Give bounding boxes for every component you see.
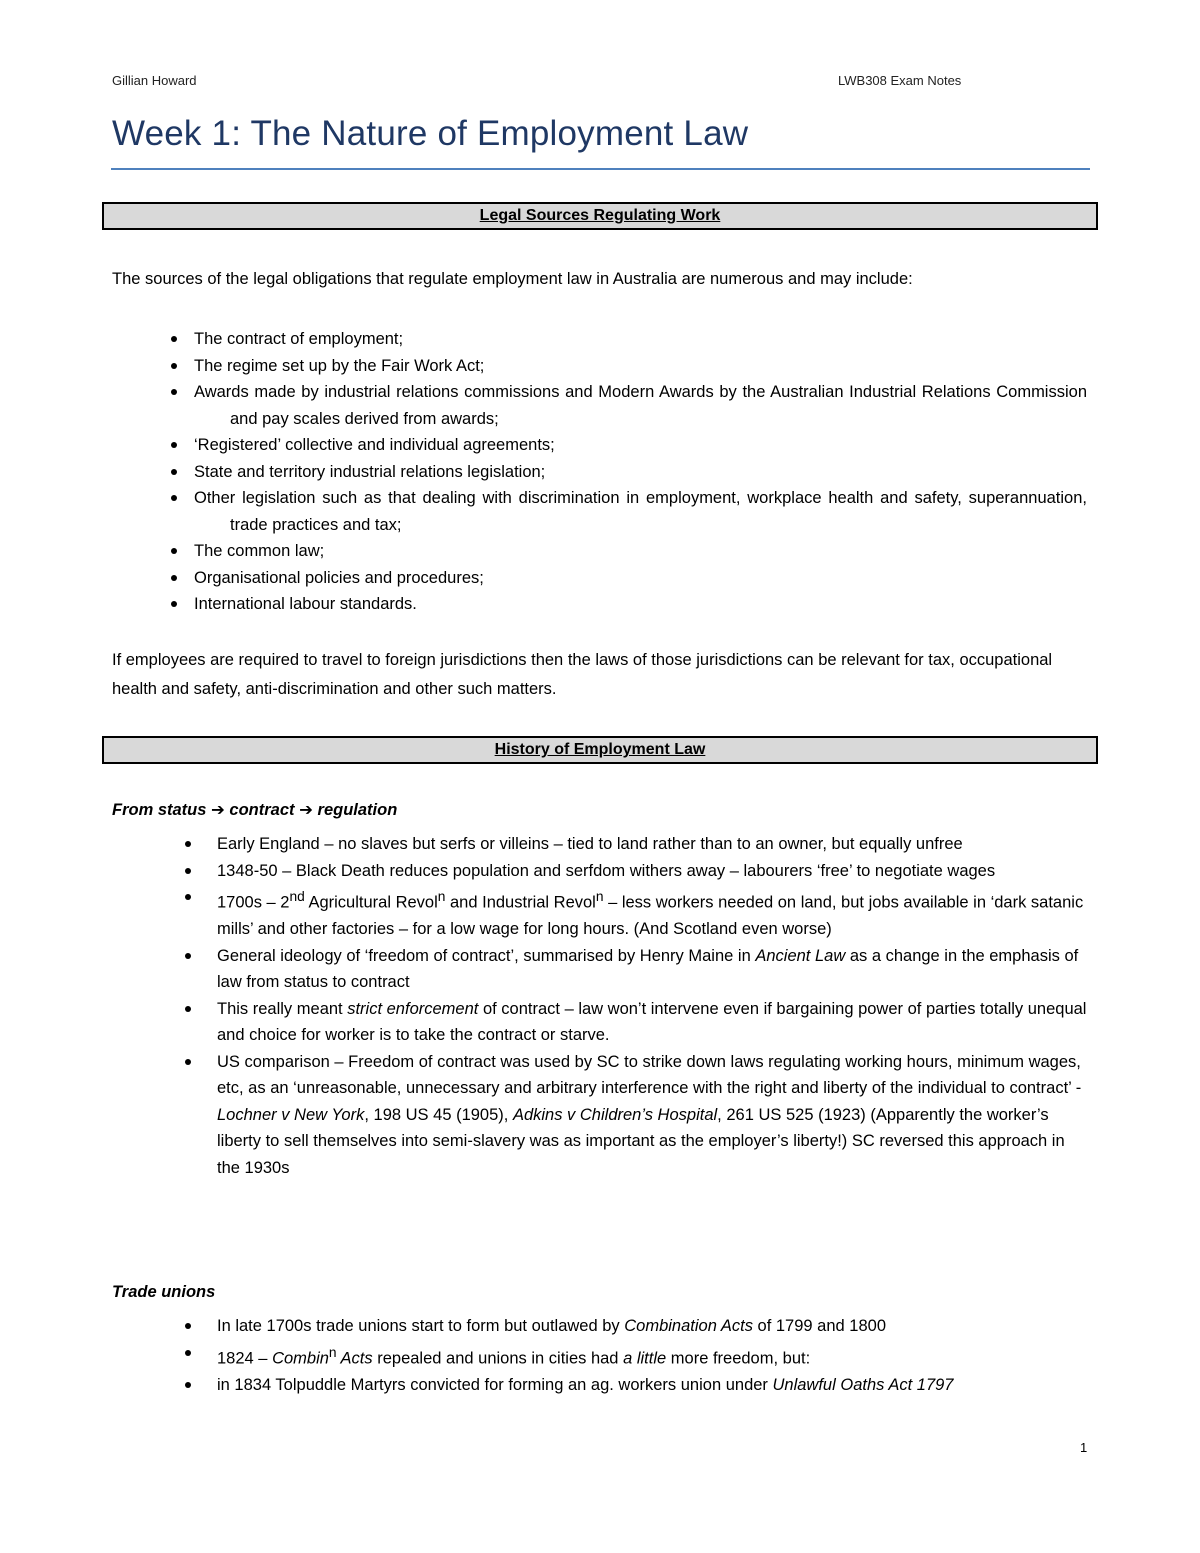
list-item: International labour standards.: [112, 591, 1087, 618]
list-item: The regime set up by the Fair Work Act;: [112, 353, 1087, 380]
history-subheading: From status ➔ contract ➔ regulation: [112, 801, 398, 819]
bullet-icon: [185, 1006, 191, 1012]
list-item: Early England – no slaves but serfs or villeins – tied to land rather than to an owner, but equally unfree: [112, 831, 1087, 858]
bullet-icon: [171, 601, 177, 607]
list-item: US comparison – Freedom of contract was used by SC to strike down laws regulating working hours, minimum wages, etc, as an ‘unreasonable, unnecessary and arbitrary interference with the right and liberty of the individual to contract’ - Lochner v New York, 198 US 45 (1905), Adkins v Children’s Hospital, 261 US 525 (1923) (Apparently the worker’s liberty to sell themselves into semi-slavery was as important as the employer’s liberty!) SC reversed this approach in the 1930s: [112, 1049, 1087, 1182]
header-course: LWB308 Exam Notes: [838, 73, 962, 88]
bullet-icon: [185, 1382, 191, 1388]
bullet-icon: [171, 363, 177, 369]
header-author: Gillian Howard: [112, 73, 197, 88]
bullet-icon: [185, 841, 191, 847]
section-heading-legal-sources: Legal Sources Regulating Work: [102, 202, 1098, 230]
list-item: General ideology of ‘freedom of contract’, summarised by Henry Maine in Ancient Law as a change in the emphasis of law from status to contract: [112, 943, 1087, 996]
legal-sources-list: [112, 326, 1087, 618]
bullet-icon: [171, 442, 177, 448]
section-heading-history: History of Employment Law: [102, 736, 1098, 764]
list-item: 1824 – Combin$^n$ Acts repealed and unions in cities had a little more freedom, but:: [112, 1340, 1087, 1372]
list-item: in 1834 Tolpuddle Martyrs convicted for forming an ag. workers union under Unlawful Oaths Act 1797: [112, 1372, 1087, 1399]
list-item: This really meant strict enforcement of contract – law won’t intervene even if bargaining power of parties totally unequal and choice for worker is to take the contract or starve.: [112, 996, 1087, 1049]
bullet-icon: [171, 389, 177, 395]
legal-sources-closing: If employees are required to travel to foreign jurisdictions then the laws of those jurisdictions can be relevant for tax, occupational health and safety, anti-discrimination and other such matters.: [112, 651, 1053, 698]
list-item: The contract of employment;: [112, 326, 1087, 353]
bullet-icon: [185, 1059, 191, 1065]
list-item: State and territory industrial relations legislation;: [112, 459, 1087, 486]
bullet-icon: [185, 868, 191, 874]
history-list: [112, 831, 1087, 1181]
trade-unions-subheading: Trade unions: [112, 1283, 216, 1301]
bullet-icon: [171, 336, 177, 342]
legal-sources-intro: The sources of the legal obligations that regulate employment law in Australia are numerous and may include:: [112, 270, 913, 288]
page-title: Week 1: The Nature of Employment Law: [112, 114, 749, 153]
bullet-icon: [171, 548, 177, 554]
bullet-icon: [185, 894, 191, 900]
list-item: Organisational policies and procedures;: [112, 565, 1087, 592]
bullet-icon: [185, 1350, 191, 1356]
bullet-icon: [185, 953, 191, 959]
list-item: 1348-50 – Black Death reduces population and serfdom withers away – labourers ‘free’ to negotiate wages: [112, 858, 1087, 885]
bullet-icon: [171, 575, 177, 581]
bullet-icon: [185, 1323, 191, 1329]
list-item: Awards made by industrial relations commissions and Modern Awards by the Australian Industrial Relations Commission and pay scales derived from awards;: [112, 379, 1087, 432]
bullet-icon: [171, 469, 177, 475]
list-item: ‘Registered’ collective and individual agreements;: [112, 432, 1087, 459]
list-item: 1700s – 2nd Agricultural Revol$^n$ and Industrial Revol$^n$ – less workers needed on land, but jobs available in ‘dark satanic mills’ and other factories – for a low wage for long hours. (And Scotland even worse): [112, 884, 1087, 943]
page-number: 1: [1080, 1440, 1088, 1455]
trade-unions-list: [112, 1313, 1087, 1398]
list-item: In late 1700s trade unions start to form but outlawed by Combination Acts of 1799 and 1800: [112, 1313, 1087, 1340]
list-item: Other legislation such as that dealing with discrimination in employment, workplace health and safety, superannuation, trade practices and tax;: [112, 485, 1087, 538]
list-item: The common law;: [112, 538, 1087, 565]
title-underline: [111, 168, 1090, 170]
bullet-icon: [171, 495, 177, 501]
